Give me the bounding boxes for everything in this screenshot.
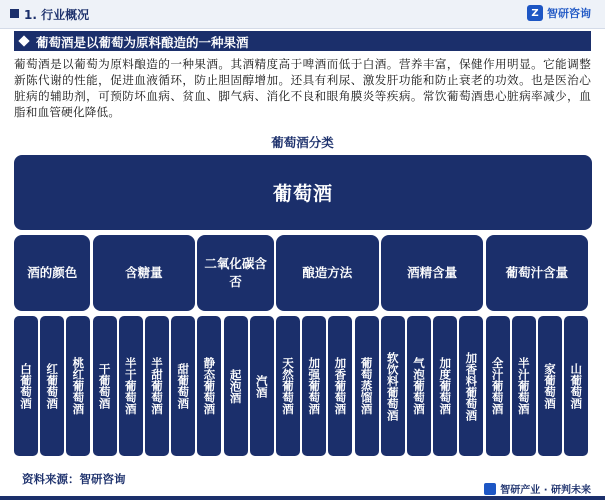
top-bar xyxy=(0,0,605,29)
leaf-box xyxy=(119,316,143,456)
leaf-label: 红葡萄酒 xyxy=(45,363,60,409)
leaf-box xyxy=(276,316,300,456)
leaf-label: 家葡萄酒 xyxy=(543,363,557,409)
brand xyxy=(527,5,591,21)
leaf-box xyxy=(250,316,274,456)
leaf-box xyxy=(93,316,117,456)
leaf-label: 加强葡萄酒 xyxy=(307,357,322,415)
leaf-label: 干葡萄酒 xyxy=(97,363,112,409)
section-marker-icon xyxy=(10,9,19,18)
footer-slogan: 智研产业 · 研判未来 xyxy=(500,485,591,496)
page-title: 葡萄酒是以葡萄为原料酿造的一种果酒 xyxy=(36,35,249,50)
leaf-box xyxy=(145,316,169,456)
leaf-label: 静态葡萄酒 xyxy=(202,357,217,415)
leaf-label: 山葡萄酒 xyxy=(569,363,584,409)
leaf-label: 桃红葡萄酒 xyxy=(71,357,86,415)
leaf-box xyxy=(564,316,588,456)
leaf-box xyxy=(381,316,405,456)
footer-logo-icon xyxy=(484,483,496,495)
leaf-label: 软饮料葡萄酒 xyxy=(385,351,400,421)
leaf-box xyxy=(486,316,510,456)
leaf-label: 加香料葡萄酒 xyxy=(464,351,479,421)
category-label: 葡萄汁含量 xyxy=(505,265,569,280)
category-box xyxy=(486,235,589,311)
leaf-label: 气泡葡萄酒 xyxy=(412,357,426,415)
category-label: 酒精含量 xyxy=(407,265,458,280)
leaf-box xyxy=(197,316,221,456)
brand-name: 智研咨询 xyxy=(547,7,591,20)
leaf-label: 半甜葡萄酒 xyxy=(150,357,164,415)
section-label: 1. 行业概况 xyxy=(24,8,90,22)
category-box xyxy=(93,235,196,311)
bottom-divider xyxy=(0,496,605,500)
leaf-label: 天然葡萄酒 xyxy=(281,357,295,415)
description: 葡萄酒是以葡萄为原料酿造的一种果酒。其酒精度高于啤酒而低于白酒。营养丰富，保健作用明显。它能调整新陈代谢的性能，促进血液循环，防止胆固醇增加。还具有利尿、激发肝功能和防止衰老的功效。也是医治心脏病的辅助剂，可预防坏血病、贫血、脚气病、消化不良和眼角膜炎等疾病。常饮葡萄酒患心脏病率减少，血脂和血管硬化降低。 xyxy=(14,57,591,119)
leaf-label: 白葡萄酒 xyxy=(19,363,33,409)
leaf-label: 半汁葡萄酒 xyxy=(516,357,531,415)
leaf-box xyxy=(40,316,64,456)
leaf-label: 汽酒 xyxy=(254,374,269,398)
brand-logo-icon: Z xyxy=(527,5,543,21)
leaf-box xyxy=(512,316,536,456)
leaf-box xyxy=(224,316,248,456)
leaf-label: 起泡酒 xyxy=(228,368,243,404)
leaf-box xyxy=(14,316,38,456)
leaf-box xyxy=(171,316,195,456)
leaf-box xyxy=(328,316,352,456)
leaf-box xyxy=(459,316,483,456)
leaf-label: 葡萄蒸馏酒 xyxy=(359,357,374,415)
diagram-title: 葡萄酒分类 xyxy=(271,135,334,150)
leaf-box xyxy=(538,316,562,456)
diagram-root xyxy=(14,155,592,230)
leaf-box xyxy=(302,316,326,456)
category-box xyxy=(14,235,90,311)
category-label: 含糖量 xyxy=(125,265,163,280)
leaf-box xyxy=(66,316,90,456)
category-box xyxy=(381,235,484,311)
category-box xyxy=(276,235,379,311)
data-source: 资料来源：智研咨询 xyxy=(22,472,126,486)
category-label: 酿造方法 xyxy=(302,265,353,280)
leaf-label: 加香葡萄酒 xyxy=(333,357,348,415)
diagram-root-label: 葡萄酒 xyxy=(272,183,333,205)
leaf-box xyxy=(407,316,431,456)
title-bar xyxy=(14,31,591,51)
leaf-label: 全汁葡萄酒 xyxy=(490,357,505,415)
leaf-label: 甜葡萄酒 xyxy=(176,363,191,409)
leaf-label: 加度葡萄酒 xyxy=(438,357,453,415)
leaf-label: 半干葡萄酒 xyxy=(123,357,138,415)
leaf-box xyxy=(433,316,457,456)
footer-brand xyxy=(484,481,591,496)
leaf-box xyxy=(355,316,379,456)
category-label: 二氧化碳含否 xyxy=(204,256,267,289)
category-label: 酒的颜色 xyxy=(27,265,78,280)
category-box xyxy=(197,235,273,311)
diamond-icon xyxy=(18,35,29,46)
